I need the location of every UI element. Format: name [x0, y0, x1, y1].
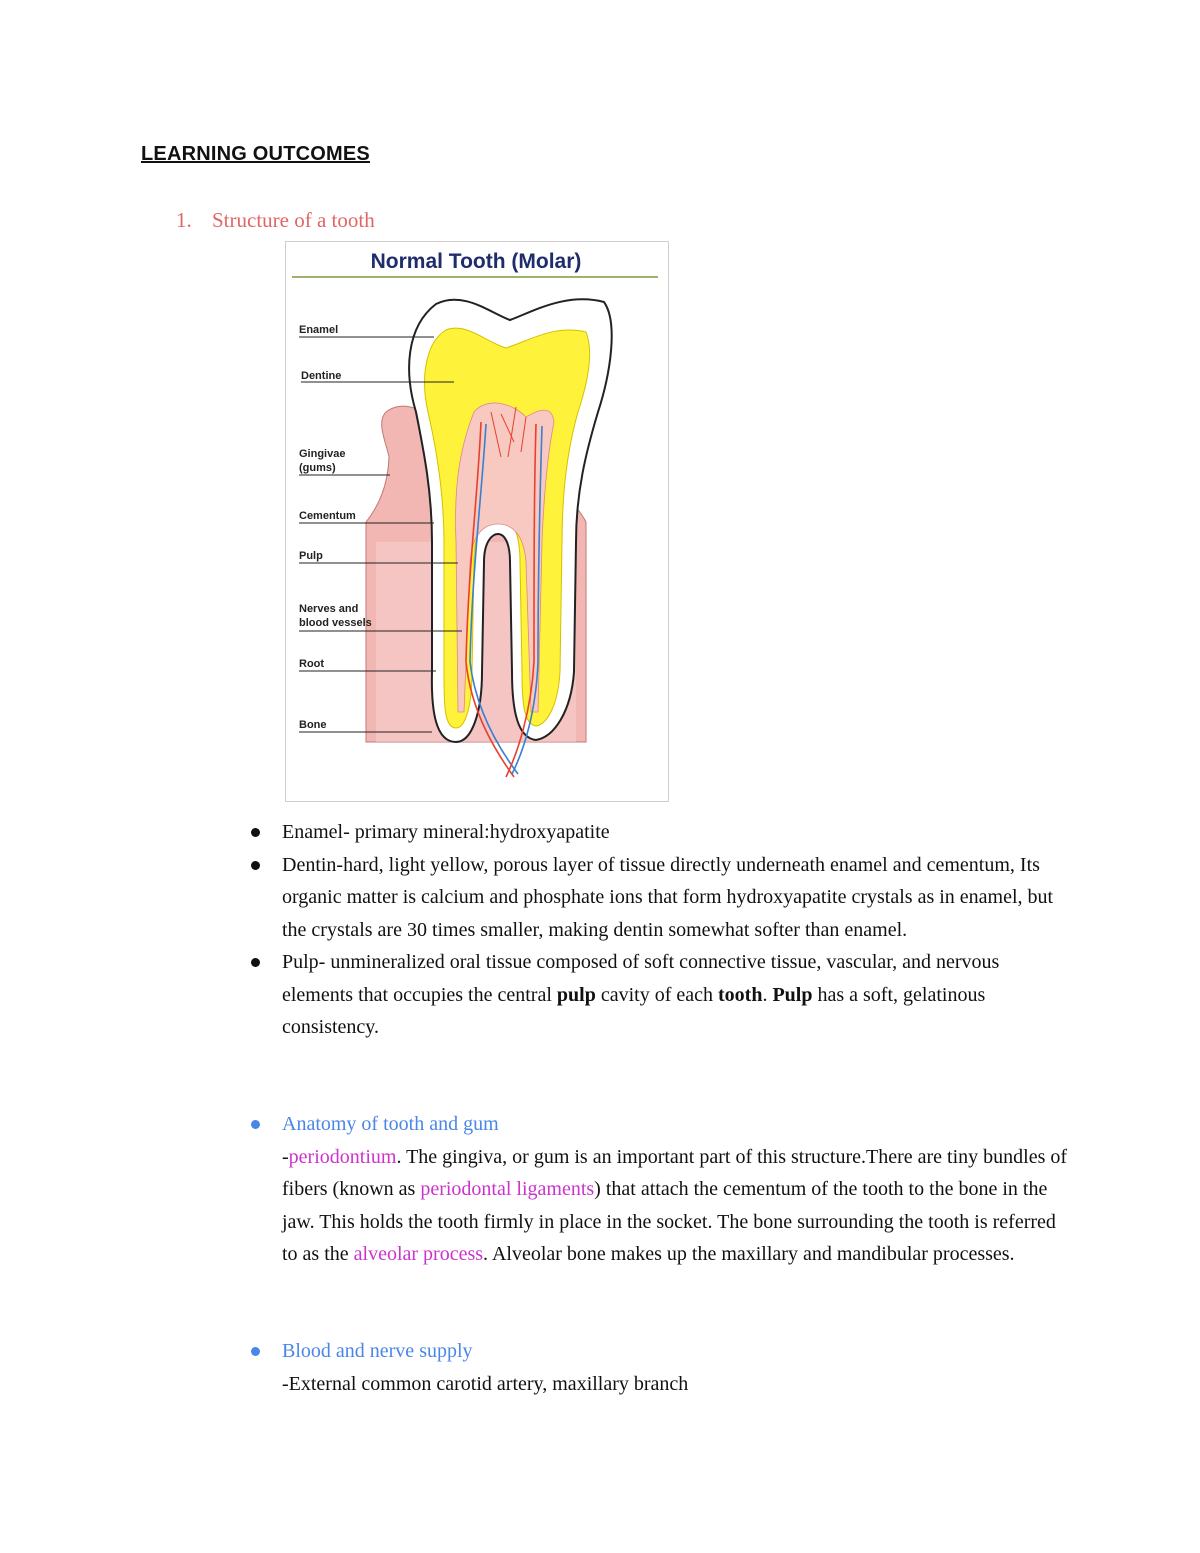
pulp-text-3: .: [762, 983, 773, 1006]
pulp-text-2: cavity of each: [595, 983, 718, 1006]
label-enamel: Enamel: [299, 324, 339, 336]
anatomy-title: Anatomy of tooth and gum: [282, 1113, 499, 1135]
blood-title: Blood and nerve supply: [282, 1340, 473, 1362]
label-pulp: Pulp: [299, 550, 323, 562]
term-periodontal-ligaments: periodontal ligaments: [420, 1178, 595, 1200]
anatomy-text-1: . The gingiva, or gum is an important part of this structure.There are tiny bundles of fibers (known as: [282, 1145, 1068, 1200]
bullet-dot-blue: [251, 1347, 260, 1356]
label-root: Root: [299, 658, 325, 670]
list-item-enamel: [248, 816, 1068, 849]
list-item-anatomy: [248, 1108, 1068, 1271]
dentin-text: Dentin-hard, light yellow, porous layer of tissue directly underneath enamel and cementum, Its organic matter is calcium and phosphate ions that form hydroxyapatite crystals as in enamel, but the crystals are 30 times smaller, making dentin somewhat softer than enamel.: [282, 853, 1054, 941]
label-gums: (gums): [299, 462, 336, 474]
bullet-dot: [251, 861, 260, 870]
page-heading: LEARNING OUTCOMES: [141, 143, 370, 165]
label-blood-vessels: blood vessels: [299, 617, 372, 629]
pulp-text-4: has a soft, gelatinous consistency.: [282, 983, 986, 1038]
pulp-bold-3: Pulp: [772, 983, 813, 1006]
label-gingivae: Gingivae: [299, 448, 346, 460]
term-alveolar-process: alveolar process: [353, 1243, 484, 1265]
section-number: 1.: [176, 208, 192, 232]
blood-text: -External common carotid artery, maxillary branch: [282, 1372, 689, 1395]
tooth-diagram: [285, 241, 669, 802]
list-item-dentin: [248, 849, 1068, 947]
section-title: Structure of a tooth: [212, 208, 375, 232]
bullet-dot: [251, 828, 260, 837]
pulp-bold-2: tooth: [718, 983, 763, 1006]
label-bone: Bone: [299, 719, 327, 731]
list-item-blood: [248, 1335, 1068, 1400]
label-nerves: Nerves and: [299, 603, 359, 615]
label-dentine: Dentine: [301, 370, 342, 382]
anatomy-section: [248, 1108, 1068, 1271]
anatomy-text-3: . Alveolar bone makes up the maxillary and mandibular processes.: [483, 1243, 1015, 1265]
structure-bullet-list: [248, 816, 1068, 1044]
anatomy-dash: -: [282, 1145, 289, 1168]
pulp-text-1: Pulp- unmineralized oral tissue composed of soft connective tissue, vascular, and nervous elements that occupies the central: [282, 951, 1000, 1006]
blood-section: [248, 1335, 1068, 1400]
term-periodontium: periodontium: [288, 1145, 397, 1168]
bullet-dot: [251, 958, 260, 967]
diagram-title: Normal Tooth (Molar): [370, 250, 582, 273]
section-1-title: [176, 208, 375, 233]
anatomy-text-2: ) that attach the cementum of the tooth to the bone in the jaw. This holds the tooth firmly in place in the socket. The bone surrounding the tooth is referred to as the: [282, 1178, 1056, 1265]
pulp-bold-1: pulp: [556, 983, 596, 1006]
bullet-dot-blue: [251, 1120, 260, 1129]
label-cementum: Cementum: [299, 510, 356, 522]
tooth-diagram-svg: [286, 242, 668, 801]
enamel-text: Enamel- primary mineral:hydroxyapatite: [282, 821, 610, 843]
list-item-pulp: [248, 946, 1068, 1044]
